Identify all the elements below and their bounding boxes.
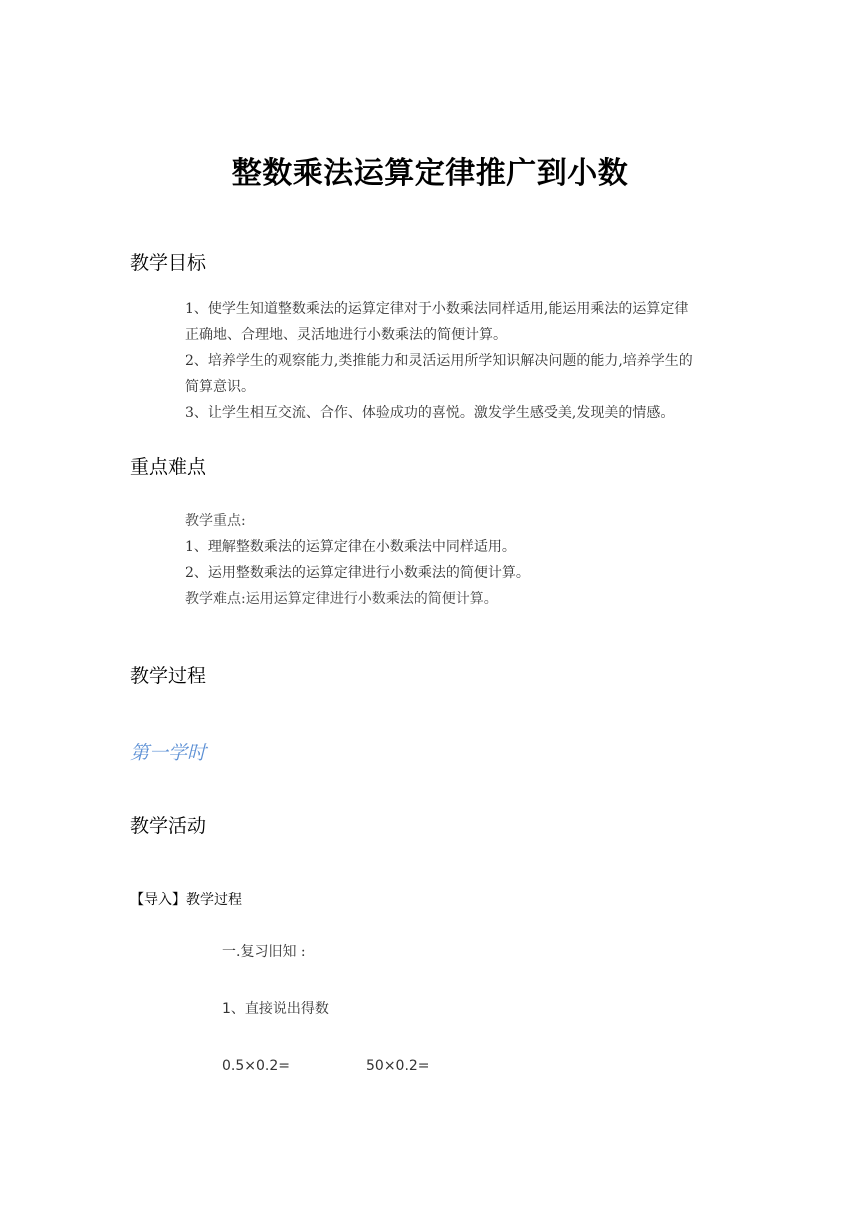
task-line: 1、直接说出得数 xyxy=(222,1001,329,1017)
key-points-line: 1、理解整数乘法的运算定律在小数乘法中同样适用。 xyxy=(185,539,516,555)
expression-1: 0.5×0.2= xyxy=(222,1058,290,1074)
section-heading-process: 教学过程 xyxy=(130,665,207,687)
expression-2: 50×0.2= xyxy=(366,1058,430,1074)
review-line: 一.复习旧知 : xyxy=(222,944,306,960)
section-heading-activities: 教学活动 xyxy=(130,815,207,837)
key-points-line: 教学难点:运用运算定律进行小数乘法的简便计算。 xyxy=(185,591,498,607)
objectives-line: 1、使学生知道整数乘法的运算定律对于小数乘法同样适用,能运用乘法的运算定律 xyxy=(185,301,689,317)
objectives-line: 2、培养学生的观察能力,类推能力和灵活运用所学知识解决问题的能力,培养学生的 xyxy=(185,353,693,369)
objectives-line: 3、让学生相互交流、合作、体验成功的喜悦。激发学生感受美,发现美的情感。 xyxy=(185,405,675,421)
page-title: 整数乘法运算定律推广到小数 xyxy=(231,156,629,191)
section-heading-key-points: 重点难点 xyxy=(130,456,207,478)
objectives-line: 正确地、合理地、灵活地进行小数乘法的简便计算。 xyxy=(185,327,507,343)
key-points-line: 2、运用整数乘法的运算定律进行小数乘法的简便计算。 xyxy=(185,565,530,581)
intro-label: 【导入】教学过程 xyxy=(130,892,242,908)
objectives-line: 简算意识。 xyxy=(185,379,255,395)
lesson-label: 第一学时 xyxy=(130,742,207,764)
section-heading-objectives: 教学目标 xyxy=(130,252,207,274)
key-points-line: 教学重点: xyxy=(185,513,246,529)
